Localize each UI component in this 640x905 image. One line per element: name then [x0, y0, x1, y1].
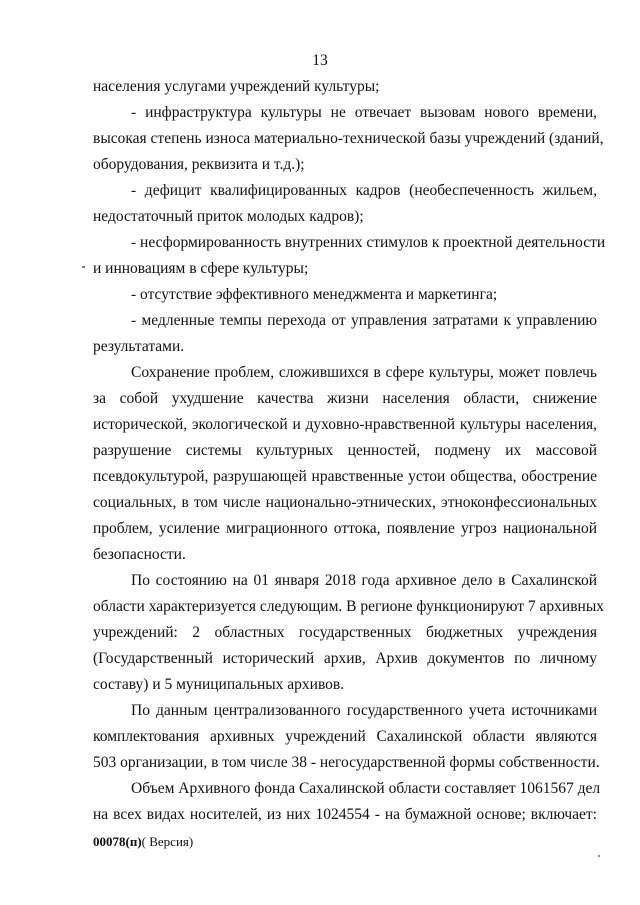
document-version: ( Версия): [141, 834, 194, 849]
text-line: составу) и 5 муниципальных архивов.: [93, 676, 345, 693]
text-line: безопасности.: [93, 546, 186, 563]
scan-artifact: [82, 266, 85, 268]
text-line: оборудования, реквизита и т.д.);: [93, 156, 305, 173]
text-line: - отсутствие эффективного менеджмента и маркетинга;: [131, 286, 498, 303]
text-line: комплектования архивных учреждений Сахалинской области являются: [93, 728, 597, 745]
text-line: области характеризуется следующим. В регионе функционируют 7 архивных: [93, 598, 604, 615]
text-line: исторической, экологической и духовно-нравственной культуры населения,: [93, 416, 597, 433]
text-line: - несформированность внутренних стимулов к проектной деятельности: [131, 234, 606, 251]
scan-artifact: [598, 855, 600, 857]
text-line: разрушение системы культурных ценностей, подмену их массовой: [93, 442, 597, 459]
text-line: - медленные темпы перехода от управления затратами к управлению: [131, 312, 597, 329]
text-line: социальных, в том числе национально-этнических, этноконфессиональных: [93, 494, 597, 511]
text-line: псевдокультурой, разрушающей нравственные устои общества, обострение: [93, 468, 597, 485]
text-line: - дефицит квалифицированных кадров (необеспеченность жильем,: [131, 182, 597, 199]
text-line: за собой ухудшение качества жизни населения области, снижение: [93, 390, 597, 407]
text-line: По данным централизованного государственного учета источниками: [131, 702, 597, 719]
text-line: По состоянию на 01 января 2018 года архивное дело в Сахалинской: [131, 572, 597, 589]
text-line: - инфраструктура культуры не отвечает вызовам нового времени,: [131, 104, 597, 121]
text-line: учреждений: 2 областных государственных бюджетных учреждения: [93, 624, 597, 641]
text-line: результатами.: [93, 338, 185, 355]
page-number: 13: [312, 52, 328, 69]
text-line: на всех видах носителей, из них 1024554 - на бумажной основе; включает:: [93, 806, 597, 823]
text-line: 503 организации, в том числе 38 - негосударственной формы собственности.: [93, 754, 600, 771]
text-line: населения услугами учреждений культуры;: [93, 78, 380, 95]
document-footer: [93, 834, 193, 850]
text-line: и инновациям в сфере культуры;: [93, 260, 309, 277]
text-line: проблем, усиление миграционного оттока, появление угроз национальной: [93, 520, 597, 537]
text-line: Сохранение проблем, сложившихся в сфере культуры, может повлечь: [131, 364, 597, 381]
text-line: Объем Архивного фонда Сахалинской области составляет 1061567 дел: [131, 780, 601, 797]
document-code: 00078(п): [93, 834, 142, 849]
text-line: недостаточный приток молодых кадров);: [93, 208, 364, 225]
text-line: (Государственный исторический архив, Архив документов по личному: [93, 650, 597, 667]
text-line: высокая степень износа материально-технической базы учреждений (зданий,: [93, 130, 604, 147]
